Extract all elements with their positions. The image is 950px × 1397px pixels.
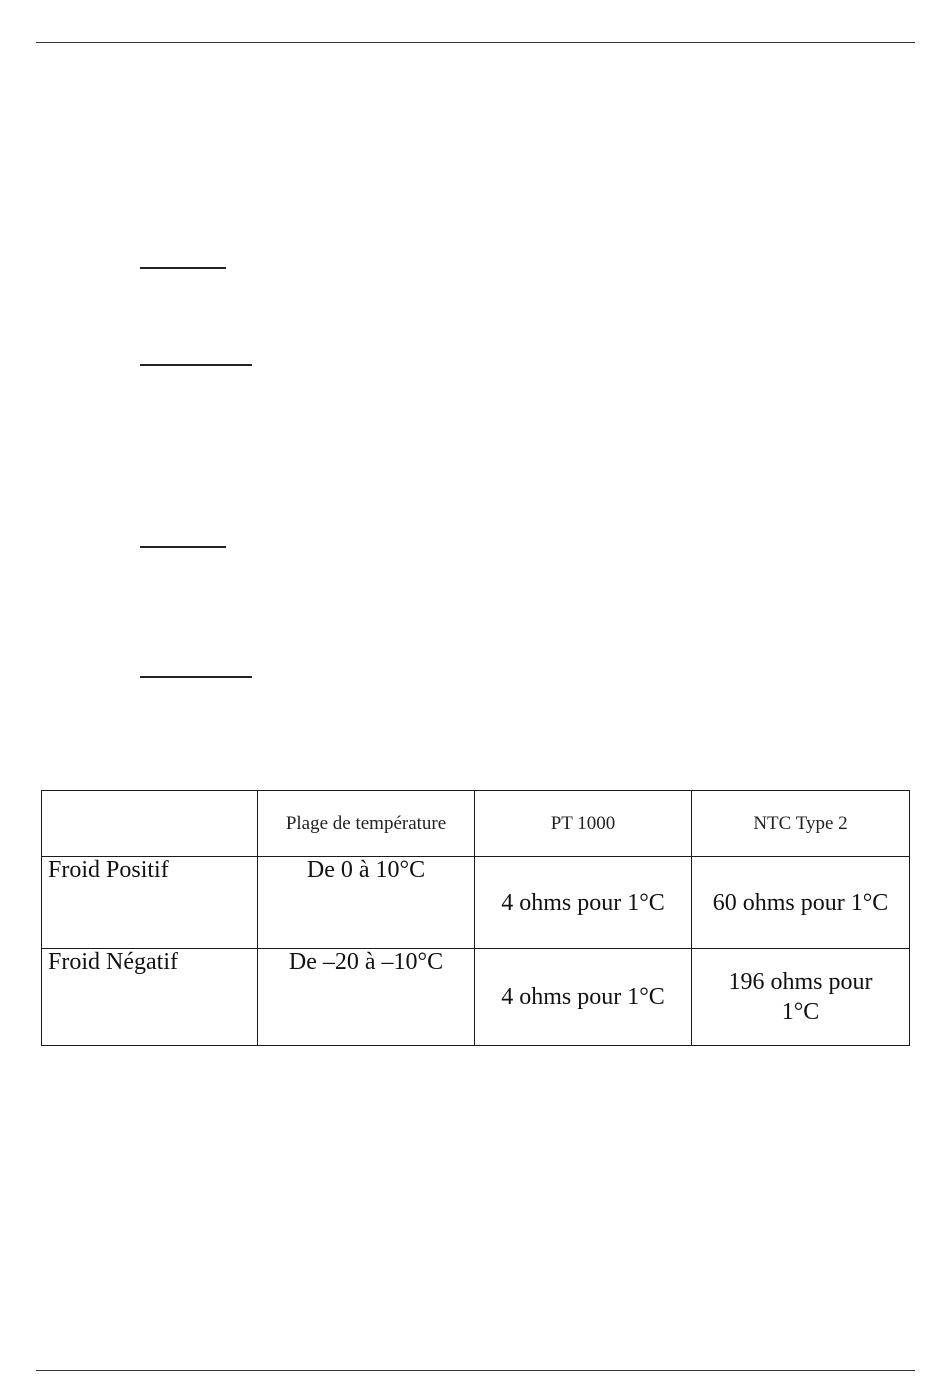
table-header-row (42, 791, 910, 857)
header-cell-ntc-type-2: NTC Type 2 (692, 791, 910, 857)
underline-heading-4 (140, 676, 252, 678)
header-rule (36, 42, 915, 43)
header-cell-pt1000: PT 1000 (475, 791, 692, 857)
underline-heading-2 (140, 364, 252, 366)
pt1000-cell: 4 ohms pour 1°C (475, 949, 692, 1046)
underline-heading-1 (140, 267, 226, 269)
table-row (42, 857, 910, 949)
underline-heading-3 (140, 546, 226, 548)
table-row (42, 949, 910, 1046)
ntc-cell: 196 ohms pour 1°C (692, 949, 910, 1046)
range-cell: De –20 à –10°C (258, 949, 475, 1046)
row-label-froid-positif: Froid Positif (42, 857, 258, 949)
pt1000-cell: 4 ohms pour 1°C (475, 857, 692, 949)
sensor-table-container (41, 790, 909, 1047)
range-cell: De 0 à 10°C (258, 857, 475, 949)
ntc-cell: 60 ohms pour 1°C (692, 857, 910, 949)
header-cell-temperature-range: Plage de température (258, 791, 475, 857)
sensor-table (41, 790, 910, 1046)
row-label-froid-negatif: Froid Négatif (42, 949, 258, 1046)
footer-rule (36, 1370, 915, 1371)
header-cell-empty (42, 791, 258, 857)
